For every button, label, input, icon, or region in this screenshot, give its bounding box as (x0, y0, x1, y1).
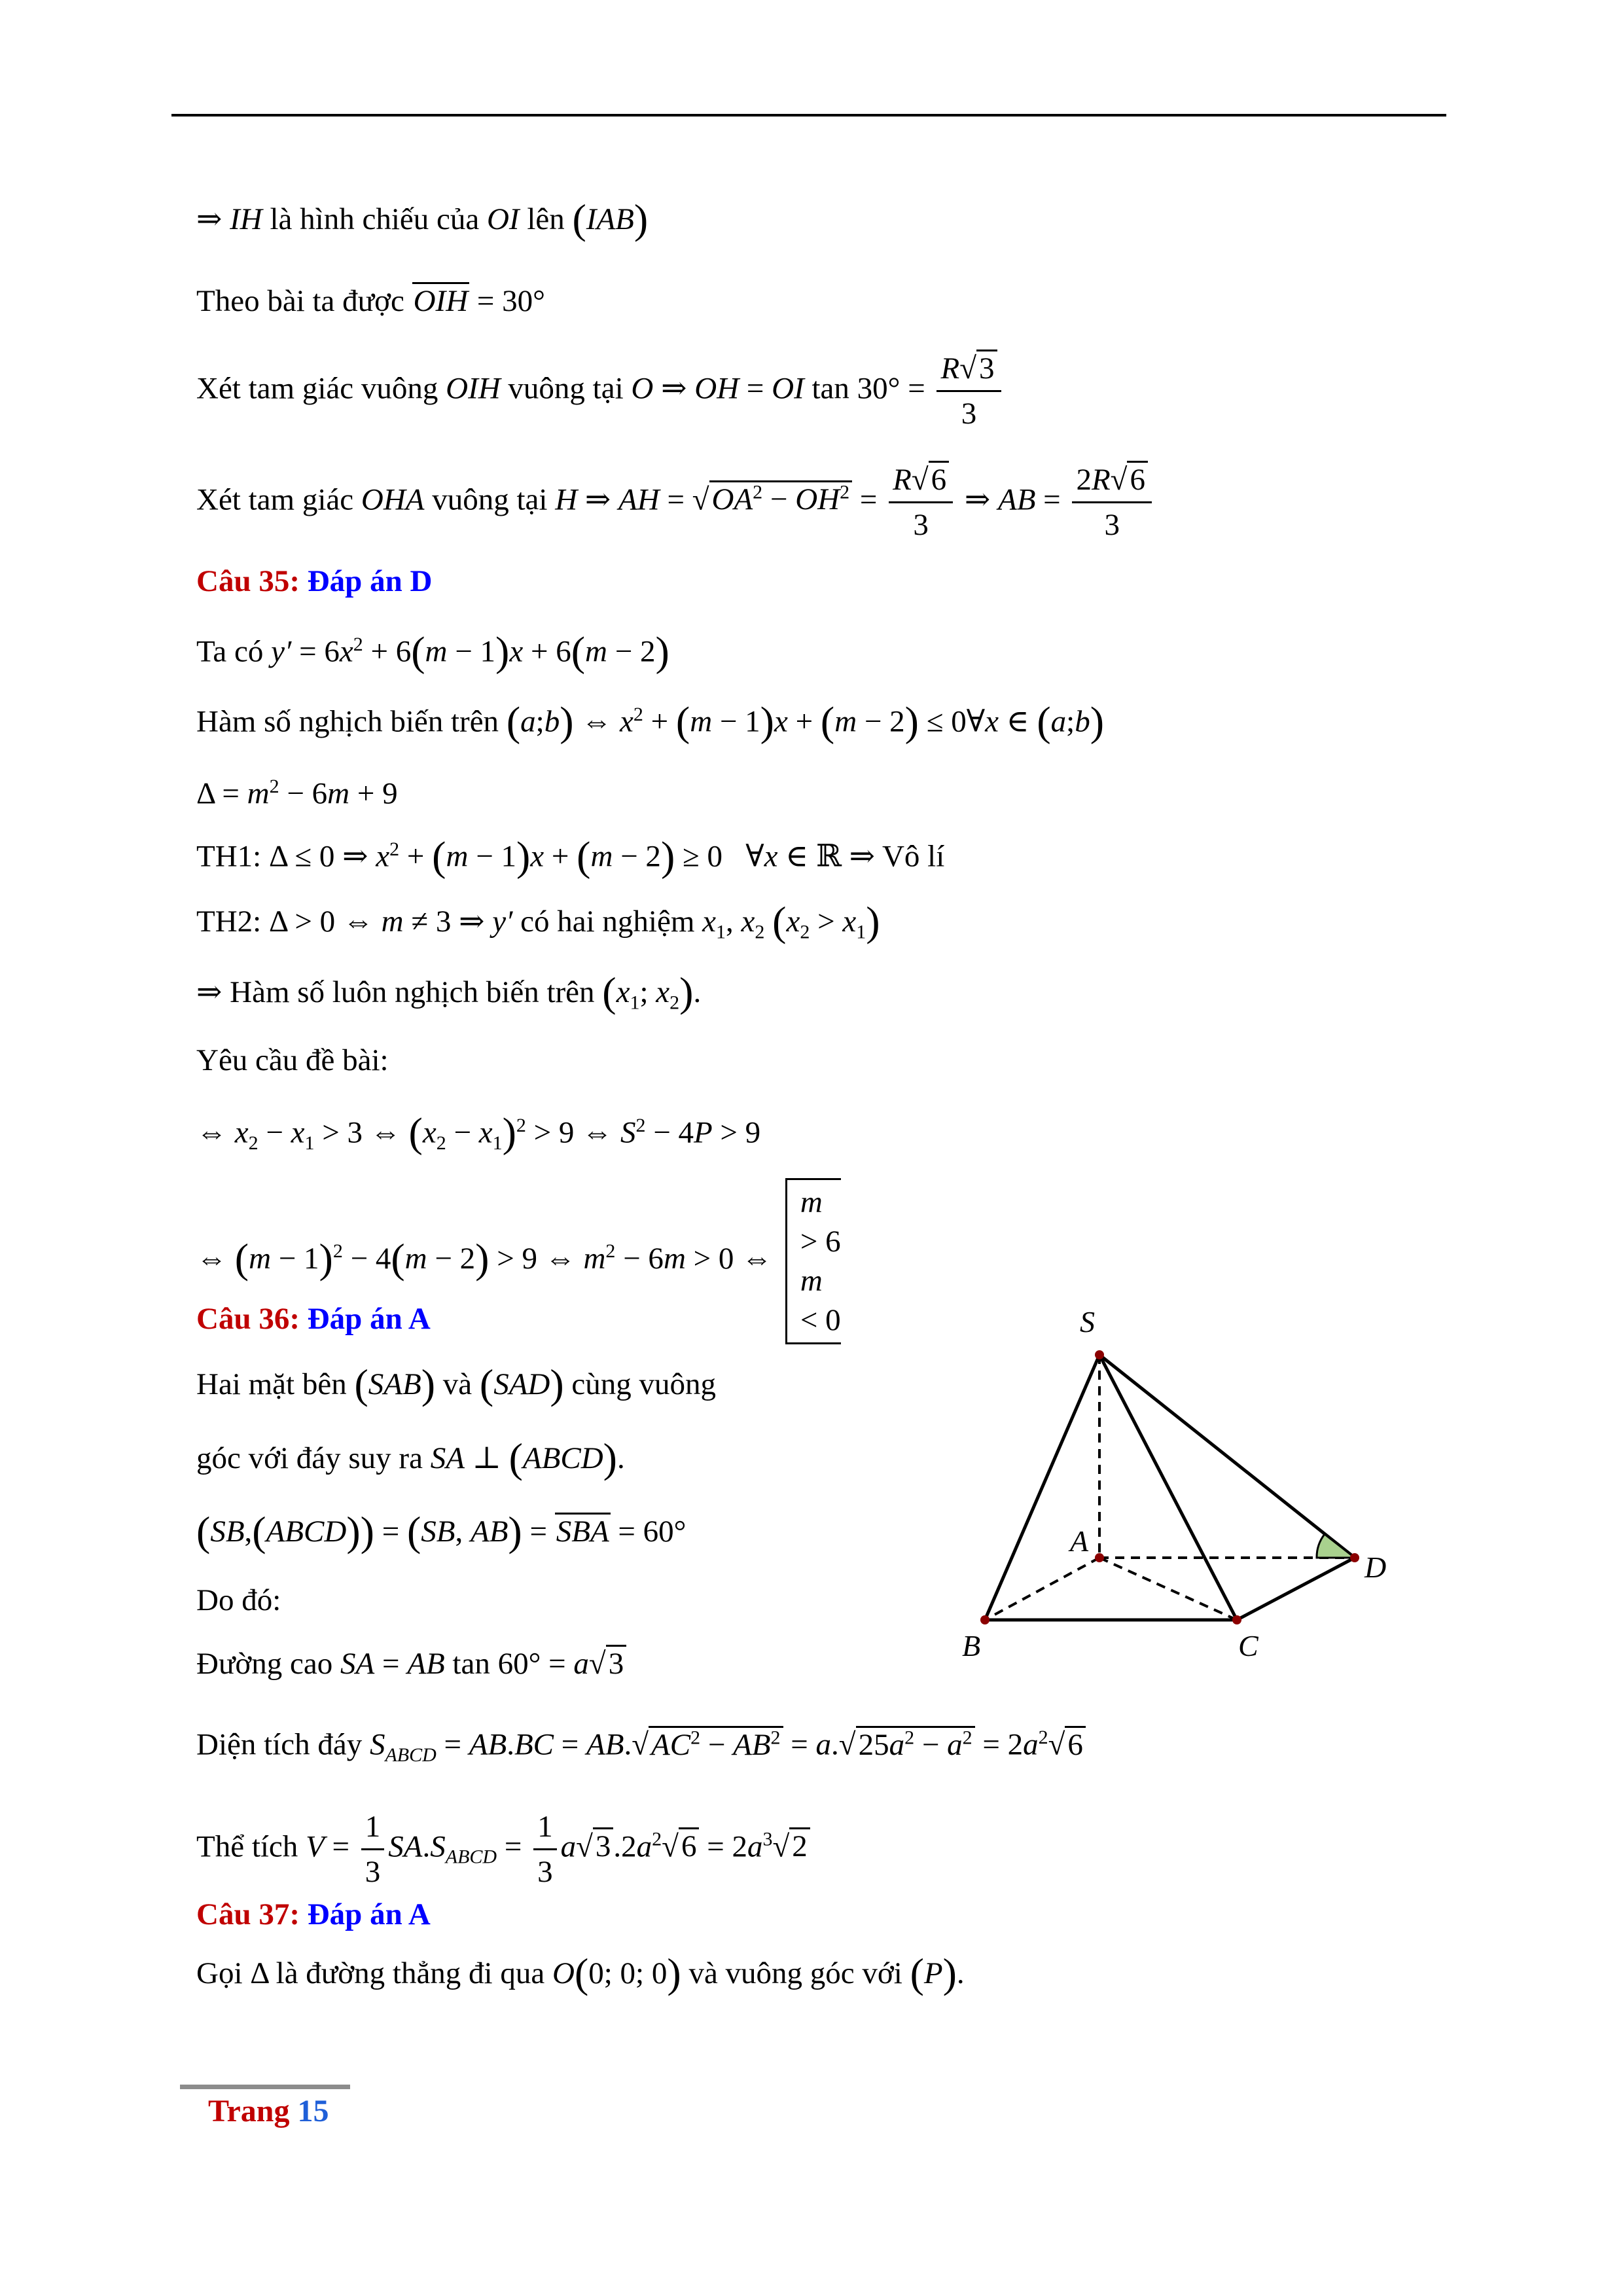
line-two-faces: Hai mặt bên (SAB) và (SAD) cùng vuông (196, 1361, 717, 1407)
line-base-area: Diện tích đáy $S_{ABCD} = AB.BC = AB.√AC^2 - AB^2 = a.√25a^2 - a^2 = 2a^2√6$ (196, 1718, 1086, 1775)
point-d (1350, 1553, 1359, 1562)
footer-label: Trang (208, 2094, 290, 2128)
line-decreasing: Hàm số nghịch biến trên (a;b) ⇔ $x^2 + (m - 1)x + (m - 2)$ ≤ 0∀x ∈ (a;b) (196, 698, 1104, 745)
line-oh: Xét tam giác vuông OIH vuông tại O ⇒ OH = OI tan 30° = $\frac{R√3}{3}$ (196, 347, 1005, 435)
edge-ac (1099, 1558, 1237, 1620)
line-perpendicular: góc với đáy suy ra SA ⊥ (ABCD). (196, 1435, 625, 1481)
heading-cau-36: Câu 36: Đáp án A (196, 1302, 431, 1336)
page-footer (208, 2093, 329, 2129)
line-ah-ab: Xét tam giác OHA vuông tại H ⇒ AH = $√OA^2 - OH^2$ = $\frac{R√6}{3}$ ⇒ AB = $\frac{2R√6}{3}$ (196, 458, 1156, 547)
label-b: B (962, 1629, 981, 1662)
point-c (1232, 1615, 1241, 1624)
label-c: C (1238, 1629, 1258, 1662)
edge-sb (985, 1355, 1099, 1620)
angle-mark (1317, 1534, 1355, 1558)
edge-cd (1237, 1558, 1355, 1620)
line-angle-oih: Theo bài ta được OIH = 30° (196, 281, 545, 321)
line-th2: TH2: Δ > 0 ⇔ m ≠ 3 ⇒ y′ có hai nghiệm $x_1$, $x_2$ $(x_2 > x_1)$ (196, 898, 880, 944)
line-condition-2: ⇔ $(m - 1)^2 - 4(m - 2) > 9$ ⇔ $m^2 - 6m > 0$ ⇔ m > 6 m < 0 (196, 1178, 841, 1344)
footer-rule (180, 2085, 350, 2089)
heading-cau-37: Câu 37: Đáp án A (196, 1897, 431, 1931)
point-b (980, 1615, 990, 1624)
label-a: A (1070, 1524, 1089, 1558)
line-delta-line: Gọi Δ là đường thẳng đi qua O(0; 0; 0) và vuông góc với (P). (196, 1950, 965, 1996)
line-height: Đường cao SA = AB tan 60° = a√3 (196, 1644, 626, 1683)
line-requirement: Yêu cầu đề bài: (196, 1043, 389, 1077)
line-volume: Thể tích V = $\frac{1}{3}$ $SA.S_{ABCD}$ = $\frac{1}{3}$ $a√3.2a^2√6 = 2a^3√2$ (196, 1805, 810, 1893)
line-th1: TH1: Δ ≤ 0 ⇒ $x^2 + (m - 1)x + (m - 2) \ge 0$ ∀x ∈ ℝ ⇒ Vô lí (196, 833, 945, 880)
label-s: S (1080, 1305, 1095, 1338)
point-a (1095, 1553, 1104, 1562)
line-delta: $\Delta = m^2 - 6m + 9$ (196, 776, 398, 811)
edge-sd (1099, 1355, 1355, 1558)
page-number: 15 (297, 2094, 329, 2128)
point-s (1095, 1350, 1104, 1359)
line-ih-projection: ⇒ IH là hình chiếu của OI lên (IAB) (196, 196, 649, 242)
header-rule (171, 114, 1446, 117)
line-angle-sba: (SB,(ABCD)) = (SB, AB) = SBA = 60° (196, 1508, 687, 1554)
edge-ab (985, 1558, 1099, 1620)
line-always-decreasing: ⇒ Hàm số luôn nghịch biến trên ($x_1$; $x_2$). (196, 969, 702, 1015)
line-therefore: Do đó: (196, 1583, 281, 1617)
line-condition-1: ⇔ $x_2 - x_1 > 3$ ⇔ $(x_2 - x_1)^2 > 9$ ⇔ $S^2 - 4P > 9$ (196, 1109, 761, 1156)
heading-cau-35: Câu 35: Đáp án D (196, 564, 433, 598)
edge-sc (1099, 1355, 1237, 1620)
label-d: D (1364, 1551, 1387, 1584)
line-derivative: Ta có $y' = 6x^2 + 6(m - 1)x + 6(m - 2)$ (196, 628, 669, 675)
pyramid-figure (936, 1302, 1446, 1669)
